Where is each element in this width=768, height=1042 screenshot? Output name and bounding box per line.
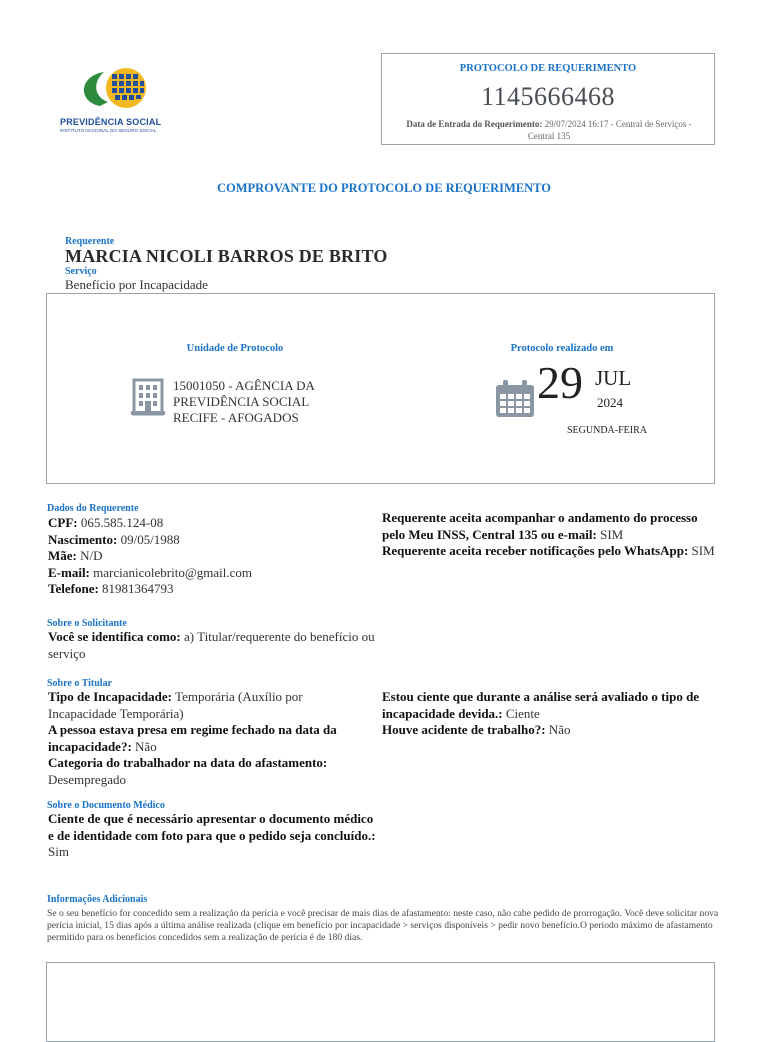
unit-line-1: 15001050 - AGÊNCIA DA (173, 378, 315, 393)
accept-whatsapp-row (382, 543, 722, 560)
protocol-day: 29 (537, 357, 583, 408)
phone-label: Telefone: (48, 581, 99, 596)
protocol-entry-date (394, 118, 704, 142)
unit-line-3: RECIFE - AFOGADOS (173, 410, 299, 425)
service-value: Benefício por Incapacidade (65, 277, 208, 292)
cpf-label: CPF: (48, 515, 78, 530)
mother-label: Mãe: (48, 548, 77, 563)
protocol-month: JUL (595, 366, 632, 390)
previdencia-logo (60, 62, 180, 134)
prison-row (48, 722, 358, 755)
cpf-row (48, 515, 348, 532)
incapacity-label: Tipo de Incapacidade: (48, 689, 173, 704)
medical-heading: Sobre o Documento Médico (47, 800, 165, 811)
email-row (48, 565, 348, 582)
requester-data-left (48, 515, 348, 598)
holder-heading: Sobre o Titular (47, 678, 113, 689)
unit-title: Unidade de Protocolo (186, 343, 284, 354)
incapacity-row (48, 689, 358, 722)
prison-value: Não (135, 738, 157, 754)
protocol-weekday: SEGUNDA-FEIRA (567, 425, 647, 436)
accept-follow-value: SIM (600, 526, 624, 542)
protocol-box (381, 53, 715, 145)
identify-label: Você se identifica como: (48, 629, 181, 644)
holder-left (48, 689, 358, 788)
holder-right (382, 689, 722, 739)
protocol-title: PROTOCOLO DE REQUERIMENTO (459, 63, 637, 74)
requester-data-right (382, 510, 722, 560)
unit-line-2: PREVIDÊNCIA SOCIAL (173, 394, 310, 409)
birth-row (48, 532, 348, 549)
accident-value: Não (548, 722, 571, 737)
aware-row (382, 689, 722, 722)
accident-label: Houve acidente de trabalho?: (382, 722, 546, 737)
medical-aware-value: Sim (48, 844, 69, 859)
logo-name: PREVIDÊNCIA SOCIAL (60, 117, 162, 127)
requester-name: MARCIA NICOLI BARROS DE BRITO (65, 246, 388, 266)
medical-aware-row (48, 811, 378, 861)
medical-aware-label: Ciente de que é necessário apresentar o documento médico e de identidade com foto para que o pedido seja concluído.: (48, 811, 376, 843)
calendar-icon (495, 380, 535, 418)
mother-value: N/D (80, 548, 103, 563)
birth-value: 09/05/1988 (120, 531, 180, 547)
accept-whatsapp-value: SIM (691, 543, 715, 558)
category-value: Desempregado (48, 771, 126, 787)
accident-row (382, 722, 722, 739)
unit-address (173, 378, 353, 426)
applicant-identify-row (48, 629, 378, 662)
email-label: E-mail: (48, 564, 90, 580)
accept-whatsapp-label: Requerente aceita receber notificações pelo WhatsApp: (382, 543, 689, 558)
accept-follow-label: Requerente aceita acompanhar o andamento do processo pelo Meu INSS, Central 135 ou e-mail: (382, 510, 698, 542)
phone-value: 81981364793 (102, 581, 174, 596)
protocol-number: 1145666468 (480, 82, 616, 111)
additional-heading: Informações Adicionais (47, 894, 148, 905)
category-label: Categoria do trabalhador na data do afastamento: (48, 755, 328, 770)
entry-date-label: Data de Entrada do Requerimento: (406, 119, 543, 129)
category-row (48, 755, 358, 788)
identify-value: a) Titular/requerente do benefício ou serviço (48, 629, 375, 661)
mother-row (48, 548, 348, 565)
previdencia-emblem-icon (60, 62, 180, 112)
requester-data-heading: Dados do Requerente (47, 503, 139, 514)
accept-follow-row (382, 510, 722, 543)
birth-label: Nascimento: (48, 531, 118, 547)
applicant-heading: Sobre o Solicitante (47, 618, 127, 629)
logo-subtitle: INSTITUTO NACIONAL DO SEGURO SOCIAL (60, 128, 157, 133)
phone-row (48, 581, 348, 598)
building-icon (131, 378, 165, 416)
additional-text: Se o seu benefício for concedido sem a realização da perícia e você precisar de mais dias de afastamento: neste caso, não cabe pedido de prorrogação. Você deve solicitar nova perícia inicial, 15 dias após a última análise realizada (clique em benefício por incapacidade > serviços disponíveis > pedir novo benefício.O período máximo de afastamento permitido para os benefícios concedidos sem a realização de perícia é de 180 dias. (47, 908, 719, 943)
entry-date-value: 29/07/2024 16:17 - Central de Serviços - Central 135 (527, 119, 692, 141)
prison-label: A pessoa estava presa em regime fechado na data da incapacidade?: (48, 722, 337, 754)
aware-value: Ciente (505, 705, 540, 721)
protocol-year: 2024 (597, 395, 623, 410)
document-title: COMPROVANTE DO PROTOCOLO DE REQUERIMENTO (216, 181, 552, 195)
cpf-value: 065.585.124-08 (80, 515, 164, 530)
incapacity-value: Temporária (Auxílio por Incapacidade Temporária) (48, 689, 303, 721)
bottom-box (46, 962, 715, 1042)
email-value: marcianicolebrito@gmail.com (93, 564, 253, 580)
protocol-unit-box (46, 293, 715, 484)
protocol-date-title: Protocolo realizado em (510, 343, 614, 354)
service-label: Serviço (65, 266, 97, 277)
requester-label: Requerente (65, 236, 115, 247)
aware-label: Estou ciente que durante a análise será avaliado o tipo de incapacidade devida.: (382, 689, 700, 721)
